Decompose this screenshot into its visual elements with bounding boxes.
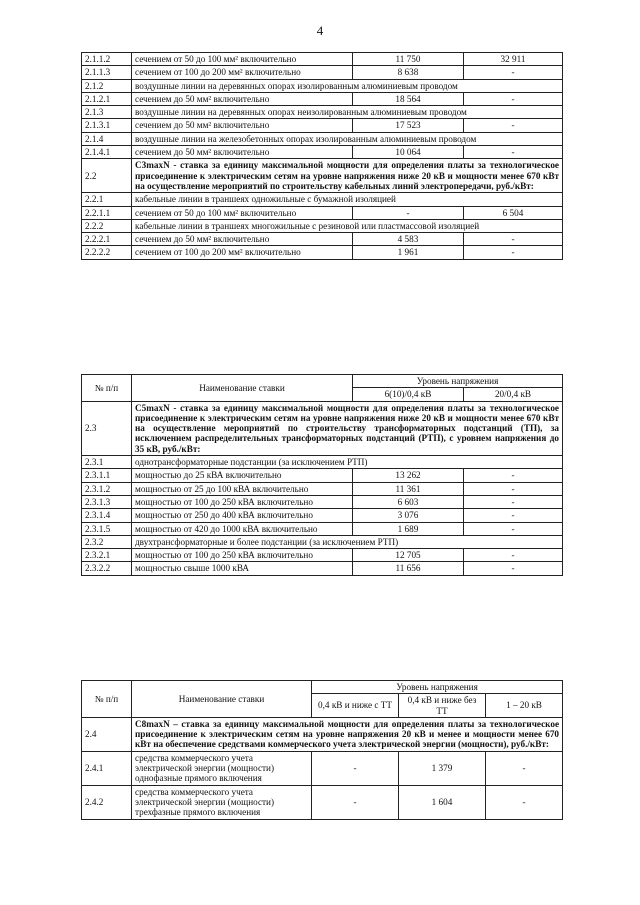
row-number: 2.2	[82, 159, 132, 193]
row-value-2: -	[464, 66, 563, 79]
row-value-2: -	[464, 562, 563, 575]
row-number: 2.3.2	[82, 535, 132, 548]
row-number: 2.2.2.1	[82, 233, 132, 246]
table-row	[82, 549, 563, 562]
header-name: Наименование ставки	[132, 375, 353, 402]
row-name: двухтрансформаторные и более подстанции (за исключением РТП)	[132, 535, 563, 548]
row-value-2: 1 379	[399, 751, 486, 785]
row-name: кабельные линии в траншеях одножильные с бумажной изоляцией	[132, 193, 563, 206]
rates-table-lines	[81, 52, 563, 260]
row-name: средства коммерческого учета электрической энергии (мощности) трехфазные прямого включения	[132, 785, 312, 819]
table-row	[82, 106, 563, 119]
row-value-1: -	[312, 751, 399, 785]
table-row	[82, 535, 563, 548]
row-value-1: 10 064	[353, 146, 464, 159]
header-col-1: 0,4 кВ и ниже с ТТ	[312, 694, 399, 718]
row-number: 2.1.4.1	[82, 146, 132, 159]
row-value-1: 3 076	[353, 509, 464, 522]
row-number: 2.1.3	[82, 106, 132, 119]
row-name: C8maxN – ставка за единицу максимальной мощности для определения платы за технологическое присоединение к электрическим сетям на уровне напряжения 20 кВ и менее и мощности менее 670 кВт на обеспечение средствами коммерческого учета электрической энергии (мощности), руб./кВт:	[132, 717, 563, 751]
row-value-2: -	[464, 495, 563, 508]
page-number: 4	[316, 23, 324, 38]
table-row	[82, 751, 563, 785]
table-row	[82, 456, 563, 469]
row-number: 2.3.1.3	[82, 495, 132, 508]
table-row	[82, 401, 563, 455]
table-row	[82, 469, 563, 482]
row-value-2: 1 604	[399, 785, 486, 819]
row-value-1: 11 361	[353, 482, 464, 495]
row-value-1: 11 656	[353, 562, 464, 575]
row-name: воздушные линии на деревянных опорах неизолированным алюминиевым проводом	[132, 106, 563, 119]
table-row	[82, 717, 563, 751]
table-row	[82, 92, 563, 105]
row-value-1: 11 750	[353, 53, 464, 66]
table-row	[82, 193, 563, 206]
table-row	[82, 219, 563, 232]
row-value-1: -	[353, 206, 464, 219]
table-row	[82, 246, 563, 259]
table-row	[82, 66, 563, 79]
table-row	[82, 119, 563, 132]
row-name: сечением от 100 до 200 мм² включительно	[132, 246, 353, 259]
rates-table-substations	[81, 374, 563, 576]
row-value-1: -	[312, 785, 399, 819]
header-col-1: 6(10)/0,4 кВ	[353, 388, 464, 401]
row-name: сечением до 50 мм² включительно	[132, 146, 353, 159]
row-name: сечением от 50 до 100 мм² включительно	[132, 206, 353, 219]
row-number: 2.3	[82, 401, 132, 455]
row-name: C5maxN - ставка за единицу максимальной мощности для определения платы за технологическое присоединение к электрическим сетям на уровне напряжения ниже 20 кВ и мощности менее 670 кВт на осуществление мероприятий по строительству трансформаторных подстанций (ТП), за исключением распределительных трансформаторных подстанций (РТП), с уровнем напряжения до 35 кВ, руб./кВт:	[132, 401, 563, 455]
table-row	[82, 159, 563, 193]
header-col-2: 20/0,4 кВ	[464, 388, 563, 401]
row-number: 2.3.1.5	[82, 522, 132, 535]
table-row	[82, 233, 563, 246]
row-value-2: -	[464, 233, 563, 246]
table-row	[82, 495, 563, 508]
table-row	[82, 206, 563, 219]
row-number: 2.1.1.2	[82, 53, 132, 66]
row-name: сечением до 50 мм² включительно	[132, 119, 353, 132]
row-value-2: -	[464, 146, 563, 159]
row-number: 2.1.2.1	[82, 92, 132, 105]
row-value-3: -	[486, 785, 563, 819]
row-value-2: -	[464, 119, 563, 132]
row-number: 2.1.4	[82, 132, 132, 145]
row-number: 2.2.1	[82, 193, 132, 206]
row-value-2: -	[464, 246, 563, 259]
row-name: мощностью до 25 кВА включительно	[132, 469, 353, 482]
row-value-2: -	[464, 92, 563, 105]
row-number: 2.1.1.3	[82, 66, 132, 79]
table-row	[82, 785, 563, 819]
header-voltage-level: Уровень напряжения	[353, 375, 563, 388]
table-row	[82, 522, 563, 535]
rates-table-metering	[81, 680, 563, 820]
row-number: 2.4.2	[82, 785, 132, 819]
row-name: средства коммерческого учета электрической энергии (мощности) однофазные прямого включения	[132, 751, 312, 785]
row-number: 2.2.2	[82, 219, 132, 232]
row-name: сечением от 50 до 100 мм² включительно	[132, 53, 353, 66]
row-number: 2.3.2.2	[82, 562, 132, 575]
row-name: мощностью свыше 1000 кВА	[132, 562, 353, 575]
row-value-2: 6 504	[464, 206, 563, 219]
row-number: 2.4	[82, 717, 132, 751]
row-number: 2.3.1.1	[82, 469, 132, 482]
row-number: 2.3.1.4	[82, 509, 132, 522]
row-number: 2.3.1	[82, 456, 132, 469]
row-value-1: 6 603	[353, 495, 464, 508]
row-name: мощностью от 100 до 250 кВА включительно	[132, 549, 353, 562]
table-row	[82, 509, 563, 522]
table-row	[82, 132, 563, 145]
row-name: воздушные линии на деревянных опорах изолированным алюминиевым проводом	[132, 79, 563, 92]
row-value-2: -	[464, 482, 563, 495]
row-name: мощностью от 100 до 250 кВА включительно	[132, 495, 353, 508]
row-value-1: 4 583	[353, 233, 464, 246]
row-name: мощностью от 25 до 100 кВА включительно	[132, 482, 353, 495]
row-value-2: -	[464, 509, 563, 522]
row-number: 2.2.2.2	[82, 246, 132, 259]
table-row	[82, 562, 563, 575]
row-value-1: 13 262	[353, 469, 464, 482]
row-number: 2.2.1.1	[82, 206, 132, 219]
table-row	[82, 53, 563, 66]
row-name: сечением до 50 мм² включительно	[132, 233, 353, 246]
row-name: C3maxN - ставка за единицу максимальной мощности для определения платы за технологическое присоединение к электрическим сетям на уровне напряжения ниже 20 кВ и мощности менее 670 кВт на осуществление мероприятий по строительству кабельных линий электропередачи, руб./кВт:	[132, 159, 563, 193]
row-value-2: 32 911	[464, 53, 563, 66]
header-num: № п/п	[82, 375, 132, 402]
row-value-1: 1 689	[353, 522, 464, 535]
row-value-3: -	[486, 751, 563, 785]
row-name: кабельные линии в траншеях многожильные с резиновой или пластмассовой изоляцией	[132, 219, 563, 232]
row-number: 2.4.1	[82, 751, 132, 785]
row-number: 2.1.3.1	[82, 119, 132, 132]
header-col-3: 1 – 20 кВ	[486, 694, 563, 718]
table-row	[82, 146, 563, 159]
row-value-1: 18 564	[353, 92, 464, 105]
row-value-2: -	[464, 469, 563, 482]
row-name: сечением от 100 до 200 мм² включительно	[132, 66, 353, 79]
row-name: воздушные линии на железобетонных опорах изолированным алюминиевым проводом	[132, 132, 563, 145]
header-voltage-level: Уровень напряжения	[312, 681, 563, 694]
header-name: Наименование ставки	[132, 681, 312, 718]
row-name: мощностью от 420 до 1000 кВА включительно	[132, 522, 353, 535]
row-number: 2.1.2	[82, 79, 132, 92]
row-number: 2.3.1.2	[82, 482, 132, 495]
row-value-1: 8 638	[353, 66, 464, 79]
row-value-2: -	[464, 522, 563, 535]
row-value-1: 17 523	[353, 119, 464, 132]
row-value-1: 12 705	[353, 549, 464, 562]
row-value-2: -	[464, 549, 563, 562]
table-row	[82, 79, 563, 92]
row-value-1: 1 961	[353, 246, 464, 259]
row-name: мощностью от 250 до 400 кВА включительно	[132, 509, 353, 522]
table-row	[82, 482, 563, 495]
header-num: № п/п	[82, 681, 132, 718]
row-number: 2.3.2.1	[82, 549, 132, 562]
header-col-2: 0,4 кВ и ниже без ТТ	[399, 694, 486, 718]
row-name: сечением до 50 мм² включительно	[132, 92, 353, 105]
row-name: однотрансформаторные подстанции (за исключением РТП)	[132, 456, 563, 469]
